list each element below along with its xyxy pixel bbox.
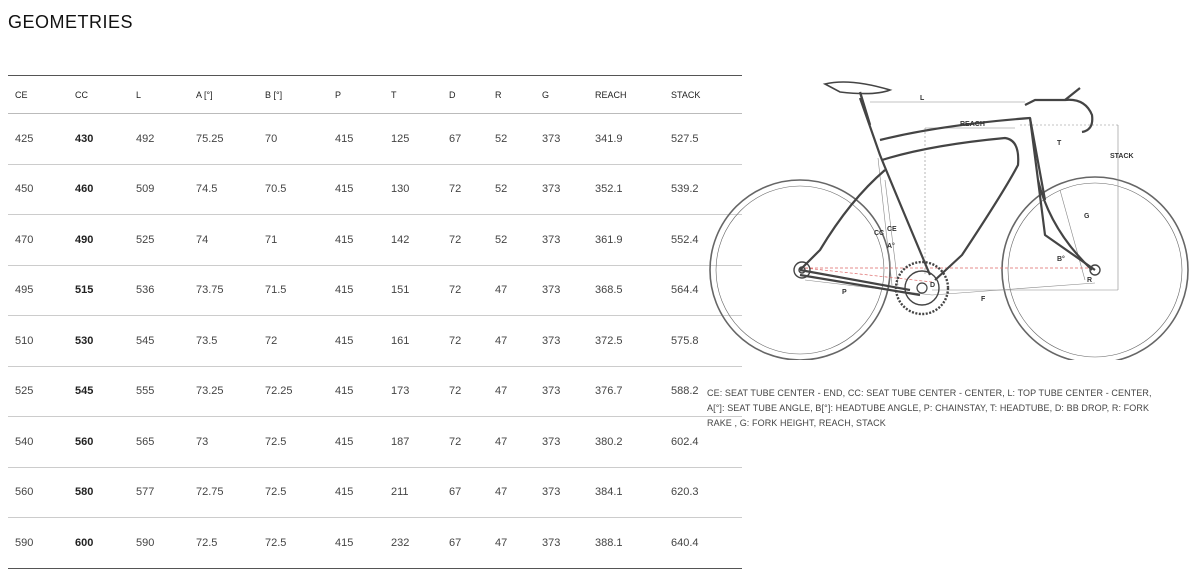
label-a: A°: [887, 243, 895, 250]
table-cell: 552.4: [664, 215, 742, 266]
front-wheel: [1002, 177, 1188, 360]
table-cell: 71: [258, 215, 328, 266]
table-cell: 187: [384, 417, 442, 468]
table-cell: 67: [442, 114, 488, 165]
table-cell: 72: [442, 316, 488, 367]
table-cell: 373: [535, 366, 588, 417]
table-cell: 73.5: [189, 316, 258, 367]
table-cell: 450: [8, 164, 68, 215]
table-cell: 545: [68, 366, 129, 417]
table-cell: 47: [488, 467, 535, 518]
label-p: P: [842, 289, 847, 296]
bike-geometry-diagram: [700, 70, 1200, 360]
table-cell: 510: [8, 316, 68, 367]
table-cell: 52: [488, 164, 535, 215]
table-cell: 540: [8, 417, 68, 468]
column-header: R: [488, 76, 535, 114]
table-cell: 72.5: [258, 417, 328, 468]
label-b: B°: [1057, 256, 1065, 263]
table-cell: 125: [384, 114, 442, 165]
table-row: [8, 518, 742, 569]
table-row: [8, 467, 742, 518]
label-t: T: [1057, 140, 1062, 147]
column-header: REACH: [588, 76, 664, 114]
table-cell: 565: [129, 417, 189, 468]
table-cell: 67: [442, 518, 488, 569]
table-cell: 151: [384, 265, 442, 316]
column-header: D: [442, 76, 488, 114]
table-cell: 47: [488, 518, 535, 569]
label-l: L: [920, 95, 925, 102]
label-f: F: [981, 296, 986, 303]
table-header: [8, 76, 742, 114]
table-cell: 602.4: [664, 417, 742, 468]
table-cell: 372.5: [588, 316, 664, 367]
column-header: CC: [68, 76, 129, 114]
column-header: CE: [8, 76, 68, 114]
table-cell: 373: [535, 164, 588, 215]
table-cell: 373: [535, 215, 588, 266]
table-cell: 52: [488, 215, 535, 266]
table-cell: 640.4: [664, 518, 742, 569]
table-cell: 536: [129, 265, 189, 316]
table-cell: 72: [442, 164, 488, 215]
table-cell: 380.2: [588, 417, 664, 468]
table-cell: 495: [8, 265, 68, 316]
table-cell: 341.9: [588, 114, 664, 165]
table-cell: 384.1: [588, 467, 664, 518]
measurement-lines: [805, 102, 1118, 295]
table-cell: 555: [129, 366, 189, 417]
label-r: R: [1087, 277, 1093, 284]
label-stack: STACK: [1110, 153, 1134, 160]
table-row: [8, 265, 742, 316]
table-cell: 525: [129, 215, 189, 266]
column-header: STACK: [664, 76, 742, 114]
table-cell: 47: [488, 265, 535, 316]
column-header: T: [384, 76, 442, 114]
table-cell: 575.8: [664, 316, 742, 367]
table-cell: 232: [384, 518, 442, 569]
label-cc: CC: [874, 230, 885, 237]
table-cell: 368.5: [588, 265, 664, 316]
table-cell: 72.25: [258, 366, 328, 417]
geometry-legend: CE: SEAT TUBE CENTER - END, CC: SEAT TUBE CENTER - CENTER, L: TOP TUBE CENTER - CENTER, A[°]: SEAT TUBE ANGLE, B[°]: HEADTUBE ANGLE, P: CHAINSTAY, T: HEADTUBE, D: BB DROP, R: FORK RAKE , G: FORK HEIGHT, REACH, STACK: [707, 388, 1152, 428]
table-cell: 509: [129, 164, 189, 215]
table-cell: 588.2: [664, 366, 742, 417]
table-cell: 539.2: [664, 164, 742, 215]
table-cell: 130: [384, 164, 442, 215]
table-cell: 560: [68, 417, 129, 468]
column-header: G: [535, 76, 588, 114]
table-cell: 560: [8, 467, 68, 518]
table-row: [8, 366, 742, 417]
table-cell: 564.4: [664, 265, 742, 316]
table-cell: 72: [442, 265, 488, 316]
table-cell: 590: [129, 518, 189, 569]
table-cell: 620.3: [664, 467, 742, 518]
table-cell: 373: [535, 518, 588, 569]
table-cell: 415: [328, 417, 384, 468]
table-cell: 70.5: [258, 164, 328, 215]
column-header: P: [328, 76, 384, 114]
saddle: [825, 82, 890, 125]
table-cell: 73.25: [189, 366, 258, 417]
table-cell: 72: [258, 316, 328, 367]
label-g: G: [1084, 213, 1090, 220]
table-cell: 73: [189, 417, 258, 468]
table-row: [8, 164, 742, 215]
geometry-table: [8, 75, 742, 569]
table-cell: 47: [488, 366, 535, 417]
table-cell: 47: [488, 417, 535, 468]
table-cell: 580: [68, 467, 129, 518]
table-cell: 373: [535, 467, 588, 518]
table-cell: 71.5: [258, 265, 328, 316]
table-cell: 361.9: [588, 215, 664, 266]
table-cell: 415: [328, 265, 384, 316]
label-d: D: [930, 282, 936, 289]
table-cell: 47: [488, 316, 535, 367]
table-row: [8, 215, 742, 266]
table-cell: 142: [384, 215, 442, 266]
table-cell: 415: [328, 215, 384, 266]
table-cell: 425: [8, 114, 68, 165]
label-ce: CE: [887, 226, 897, 233]
table-cell: 72.5: [258, 467, 328, 518]
column-header: B [°]: [258, 76, 328, 114]
table-cell: 72: [442, 215, 488, 266]
table-cell: 173: [384, 366, 442, 417]
table-cell: 70: [258, 114, 328, 165]
table-cell: 470: [8, 215, 68, 266]
table-cell: 415: [328, 114, 384, 165]
table-header-row: [8, 76, 742, 114]
table-cell: 430: [68, 114, 129, 165]
table-cell: 74: [189, 215, 258, 266]
table-cell: 74.5: [189, 164, 258, 215]
table-cell: 52: [488, 114, 535, 165]
table-row: [8, 114, 742, 165]
table-cell: 72.5: [189, 518, 258, 569]
page-title: GEOMETRIES: [8, 12, 134, 32]
table-cell: 72: [442, 417, 488, 468]
table-cell: 352.1: [588, 164, 664, 215]
table-cell: 72.5: [258, 518, 328, 569]
table-cell: 515: [68, 265, 129, 316]
table-cell: 388.1: [588, 518, 664, 569]
table-cell: 415: [328, 366, 384, 417]
table-row: [8, 417, 742, 468]
label-reach: REACH: [960, 121, 985, 128]
table-cell: 72: [442, 366, 488, 417]
table-cell: 460: [68, 164, 129, 215]
table-cell: 525: [8, 366, 68, 417]
table-cell: 577: [129, 467, 189, 518]
table-cell: 545: [129, 316, 189, 367]
table-cell: 373: [535, 417, 588, 468]
table-cell: 527.5: [664, 114, 742, 165]
table-cell: 373: [535, 114, 588, 165]
table-cell: 590: [8, 518, 68, 569]
table-cell: 373: [535, 265, 588, 316]
table-cell: 211: [384, 467, 442, 518]
table-cell: 530: [68, 316, 129, 367]
table-cell: 376.7: [588, 366, 664, 417]
table-cell: 490: [68, 215, 129, 266]
table-cell: 415: [328, 164, 384, 215]
table-cell: 75.25: [189, 114, 258, 165]
table-cell: 373: [535, 316, 588, 367]
table-cell: 161: [384, 316, 442, 367]
table-cell: 415: [328, 518, 384, 569]
table-row: [8, 316, 742, 367]
table-body: [8, 114, 742, 569]
table-cell: 67: [442, 467, 488, 518]
table-cell: 415: [328, 316, 384, 367]
column-header: L: [129, 76, 189, 114]
column-header: A [°]: [189, 76, 258, 114]
table-cell: 72.75: [189, 467, 258, 518]
table-cell: 73.75: [189, 265, 258, 316]
table-cell: 600: [68, 518, 129, 569]
table-cell: 415: [328, 467, 384, 518]
table-cell: 492: [129, 114, 189, 165]
